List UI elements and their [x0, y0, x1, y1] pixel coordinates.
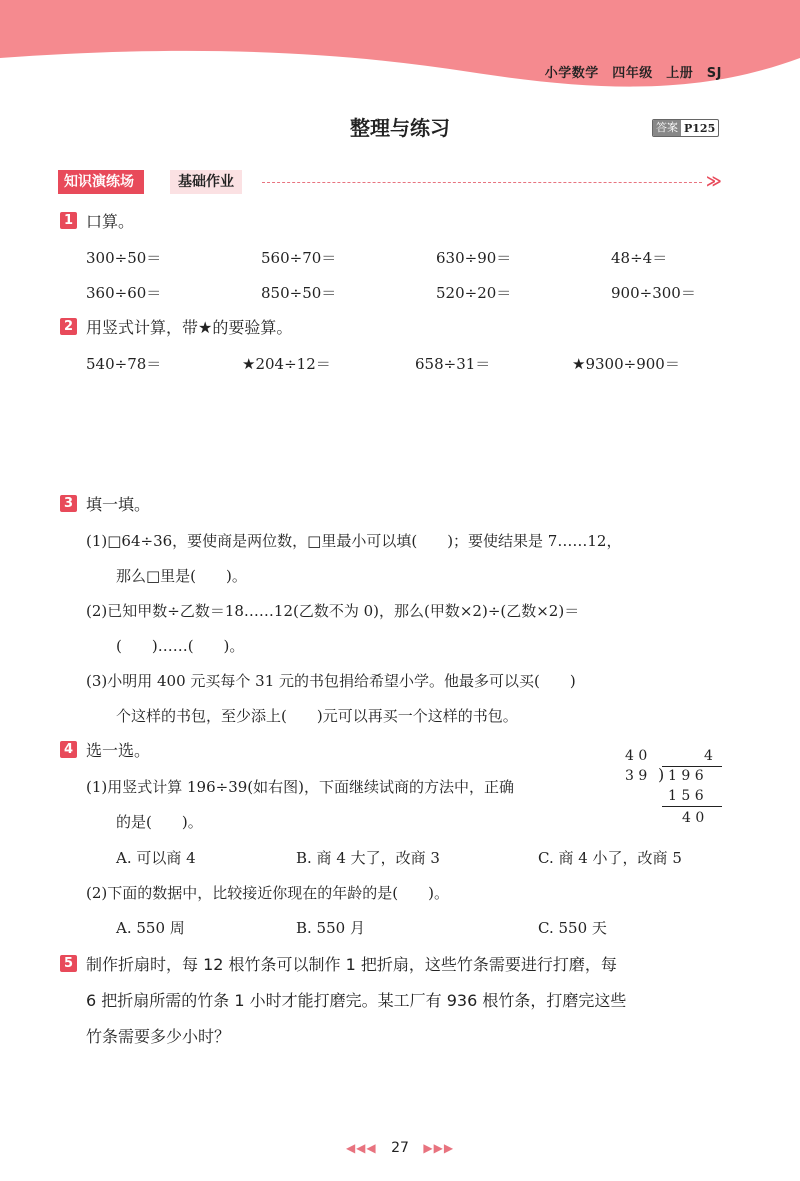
division-remainder: 4 0	[682, 810, 705, 826]
section-subtitle: 基础作业	[170, 170, 242, 194]
q3-part2-line2: ( )……( )。	[116, 637, 245, 655]
q5-line1: 制作折扇时，每 12 根竹条可以制作 1 把折扇，这些竹条需要进行打磨，每	[86, 955, 617, 974]
page-title: 整理与练习	[350, 116, 450, 140]
q3-title: 填一填。	[86, 495, 151, 514]
q2-item: 658÷31＝	[415, 355, 491, 373]
q4-option[interactable]: C. 550 天	[538, 919, 607, 937]
division-bar	[662, 766, 722, 767]
q4-option[interactable]: C. 商 4 小了，改商 5	[538, 849, 682, 867]
q4-option[interactable]: A. 550 周	[116, 919, 185, 937]
left-arrows-icon: ◀◀◀	[345, 1141, 377, 1155]
division-dividend: 1 9 6	[668, 768, 704, 784]
q5-line3: 竹条需要多少小时？	[86, 1027, 231, 1046]
division-divisor: 3 9	[625, 768, 648, 784]
q2-item: 540÷78＝	[86, 355, 162, 373]
section-tag: 知识演练场	[58, 170, 144, 194]
division-quotient: 4	[704, 748, 713, 764]
q1-item: 900÷300＝	[611, 284, 696, 302]
q3-part1-line2: 那么□里是( )。	[116, 567, 247, 585]
section-divider	[262, 182, 702, 183]
q1-item: 360÷60＝	[86, 284, 162, 302]
q1-title: 口算。	[86, 212, 135, 231]
answer-page: P125	[684, 121, 716, 135]
q3-part3-line2: 个这样的书包，至少添上( )元可以再买一个这样的书包。	[116, 707, 518, 725]
long-division-figure	[618, 748, 728, 832]
q2-number: 2	[60, 318, 77, 335]
q4-part1-line2: 的是( )。	[116, 813, 203, 831]
page-number: 27	[391, 1140, 409, 1156]
q1-item: 48÷4＝	[611, 249, 668, 267]
q1-item: 520÷20＝	[436, 284, 512, 302]
q5-line2: 6 把折扇所需的竹条 1 小时才能打磨完。某工厂有 936 根竹条，打磨完这些	[86, 991, 627, 1010]
division-product: 1 5 6	[668, 788, 704, 804]
q4-part2: (2)下面的数据中，比较接近你现在的年龄的是( )。	[86, 884, 449, 902]
q1-number: 1	[60, 212, 77, 229]
q3-number: 3	[60, 495, 77, 512]
q3-part2-line1: (2)已知甲数÷乙数＝18……12(乙数不为 0)，那么(甲数×2)÷(乙数×2)＝	[86, 602, 580, 620]
series-label: 小学数学 四年级 上册 SJ	[544, 66, 722, 81]
q2-item: ★204÷12＝	[242, 355, 331, 373]
q3-part1-line1: (1)□64÷36，要使商是两位数，□里最小可以填( )；要使结果是 7……12，	[86, 532, 622, 550]
division-side-note: 4 0	[625, 748, 648, 764]
q2-title: 用竖式计算，带★的要验算。	[86, 318, 293, 337]
q4-number: 4	[60, 741, 77, 758]
division-bracket: )	[658, 765, 665, 784]
q4-option[interactable]: B. 550 月	[296, 919, 365, 937]
double-chevron-icon: ≫	[706, 172, 722, 190]
answer-label: 答案	[653, 120, 681, 136]
q5-number: 5	[60, 955, 77, 972]
q1-item: 630÷90＝	[436, 249, 512, 267]
q1-item: 560÷70＝	[261, 249, 337, 267]
q3-part3-line1: (3)小明用 400 元买每个 31 元的书包捐给希望小学。他最多可以买( )	[86, 672, 576, 690]
q2-item: ★9300÷900＝	[572, 355, 680, 373]
q4-option[interactable]: A. 可以商 4	[116, 849, 196, 867]
answer-reference[interactable]	[652, 119, 719, 137]
right-arrows-icon: ▶▶▶	[423, 1141, 455, 1155]
q4-part1-line1: (1)用竖式计算 196÷39(如右图)，下面继续试商的方法中，正确	[86, 778, 515, 796]
q4-option[interactable]: B. 商 4 大了，改商 3	[296, 849, 440, 867]
page-footer	[0, 1140, 800, 1156]
q4-title: 选一选。	[86, 741, 151, 760]
q1-item: 300÷50＝	[86, 249, 162, 267]
division-rule	[662, 806, 722, 807]
q1-item: 850÷50＝	[261, 284, 337, 302]
